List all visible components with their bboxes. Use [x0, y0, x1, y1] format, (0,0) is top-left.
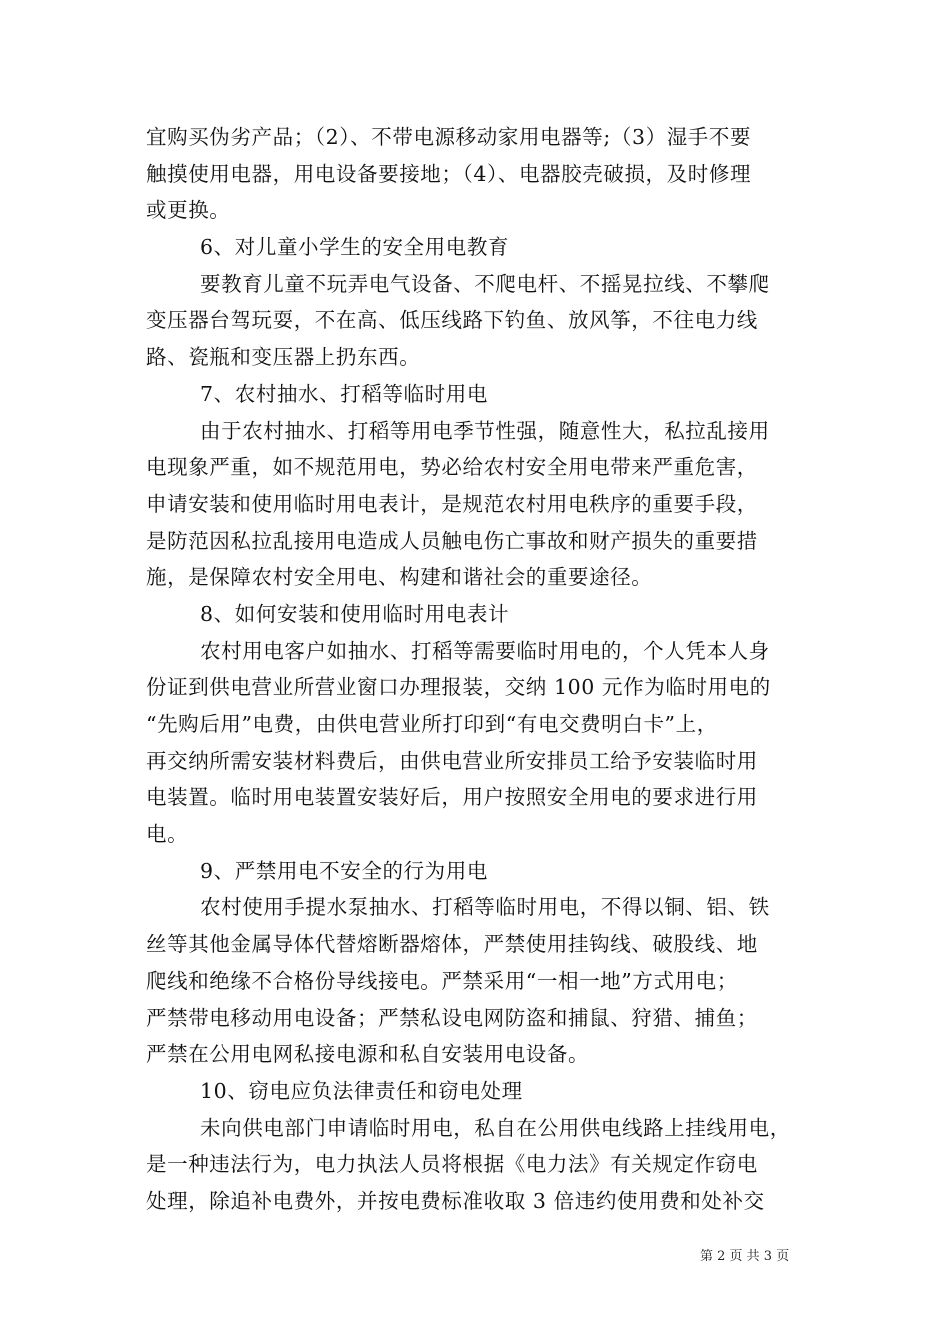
paragraph-line: 变压器台驾玩耍，不在高、低压线路下钓鱼、放风筝，不往电力线 — [146, 308, 758, 333]
paragraph-line: 施，是保障农村安全用电、构建和谐社会的重要途径。 — [146, 565, 653, 590]
paragraph-line: 电。 — [146, 822, 189, 847]
paragraph-first-line: 10、窃电应负法律责任和窃电处理 — [200, 1078, 523, 1103]
paragraph-line: “先购后用”电费，由供电营业所打印到“有电交费明白卡”上， — [146, 712, 718, 736]
paragraph-first-line: 农村使用手提水泵抽水、打稻等临时用电，不得以铜、铝、铁 — [200, 895, 770, 920]
paragraph-line: 丝等其他金属导体代替熔断器熔体，严禁使用挂钩线、破股线、地 — [146, 932, 758, 957]
paragraph-line: 再交纳所需安装材料费后，由供电营业所安排员工给予安装临时用 — [146, 748, 758, 773]
paragraph-line: 宜购买伪劣产品；（2）、不带电源移动家用电器等;（3）湿手不要 — [146, 125, 752, 149]
paragraph-first-line: 由于农村抽水、打稻等用电季节性强，随意性大，私拉乱接用 — [200, 418, 770, 443]
paragraph-line: 触摸使用电器，用电设备要接地；（4）、电器胶壳破损，及时修理 — [146, 161, 752, 186]
paragraph-line: 路、瓷瓶和变压器上扔东西。 — [146, 345, 421, 370]
paragraph-line: 或更换。 — [146, 198, 231, 223]
paragraph-line: 爬线和绝缘不合格份导线接电。严禁采用“一相一地”方式用电； — [146, 968, 738, 993]
paragraph-line: 份证到供电营业所营业窗口办理报装，交纳 100 元作为临时用电的 — [146, 675, 771, 700]
page-number-footer: 第 2 页 共 3 页 — [700, 1249, 790, 1264]
paragraph-line: 电现象严重，如不规范用电，势必给农村安全用电带来严重危害， — [146, 455, 758, 480]
paragraph-line: 严禁在公用电网私接电源和私自安装用电设备。 — [146, 1042, 590, 1067]
paragraph-line: 申请安装和使用临时用电表计，是规范农村用电秩序的重要手段， — [146, 491, 758, 516]
paragraph-first-line: 要教育儿童不玩弄电气设备、不爬电杆、不摇晃拉线、不攀爬 — [200, 271, 770, 296]
paragraph-first-line: 6、对儿童小学生的安全用电教育 — [200, 235, 510, 260]
paragraph-line: 处理，除追补电费外，并按电费标准收取 3 倍违约使用费和处补交 — [146, 1188, 765, 1213]
paragraph-first-line: 未向供电部门申请临时用电，私自在公用供电线路上挂线用电， — [200, 1115, 791, 1140]
paragraph-line: 是一种违法行为，电力执法人员将根据《电力法》有关规定作窃电 — [146, 1152, 758, 1177]
paragraph-line: 电装置。临时用电装置安装好后，用户按照安全用电的要求进行用 — [146, 785, 758, 810]
paragraph-line: 是防范因私拉乱接用电造成人员触电伤亡事故和财产损失的重要措 — [146, 528, 758, 553]
document-body — [146, 119, 818, 1220]
paragraph-first-line: 农村用电客户如抽水、打稻等需要临时用电的，个人凭本人身 — [200, 638, 770, 663]
paragraph-first-line: 8、如何安装和使用临时用电表计 — [200, 601, 510, 626]
paragraph-first-line: 7、农村抽水、打稻等临时用电 — [200, 381, 488, 406]
paragraph-line: 严禁带电移动用电设备；严禁私设电网防盗和捕鼠、狩猎、捕鱼； — [146, 1005, 758, 1030]
paragraph-first-line: 9、严禁用电不安全的行为用电 — [200, 858, 488, 883]
